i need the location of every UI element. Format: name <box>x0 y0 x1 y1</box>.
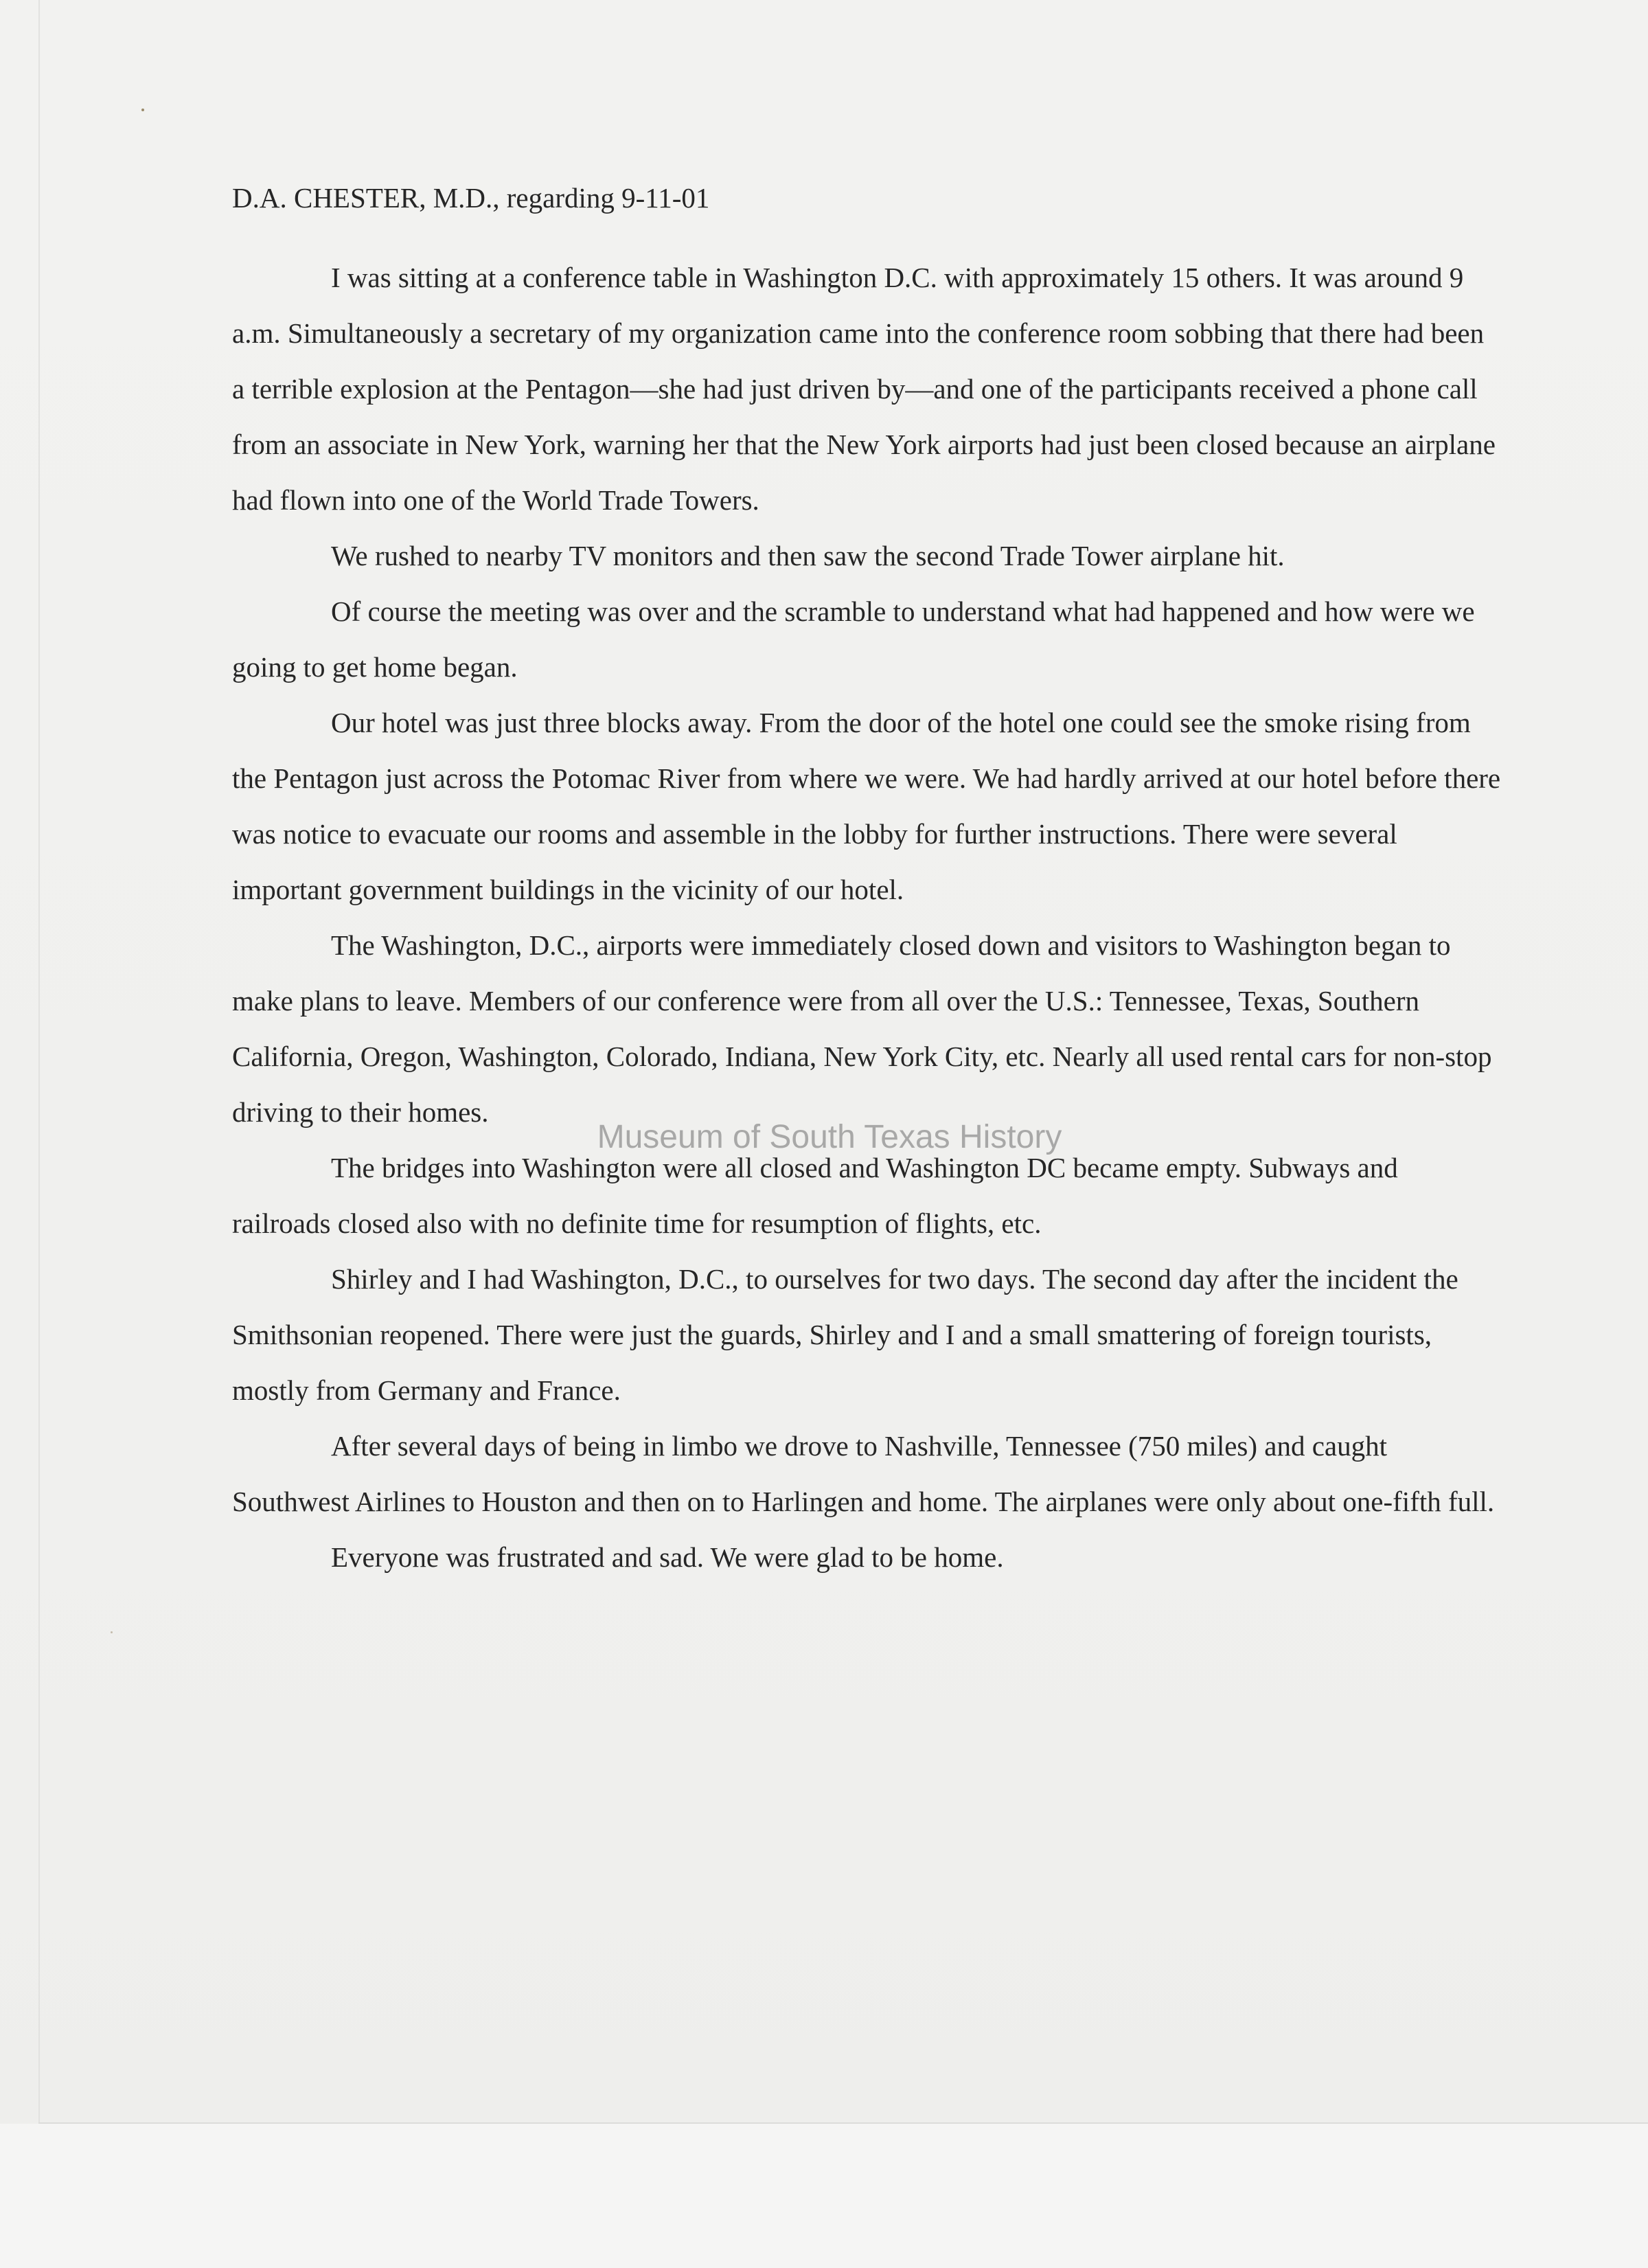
paragraph: Our hotel was just three blocks away. From the door of the hotel one could see the smoke rising from the Pentagon just across the Potomac River from where we were. We had hardly arrived at our hotel before there was notice to evacuate our rooms and assemble in the lobby for further instructions. There were several important government buildings in the vicinity of our hotel. <box>232 707 1501 905</box>
scan-left-edge <box>38 0 40 2122</box>
museum-watermark: Museum of South Texas History <box>597 1119 1062 1155</box>
paper-speck <box>111 1631 113 1633</box>
paper-speck <box>141 109 144 111</box>
paragraph: Shirley and I had Washington, D.C., to ourselves for two days. The second day after the incident the Smithsonian reopened. There were just the guards, Shirley and I and a small smattering of foreign tourists, mostly from Germany and France. <box>232 1263 1458 1406</box>
paragraph: We rushed to nearby TV monitors and then saw the second Trade Tower airplane hit. <box>331 540 1285 571</box>
paragraph: I was sitting at a conference table in Washington D.C. with approximately 15 others. It was around 9 a.m. Simultaneously a secretary of my organization came into the conference room sobbing that there had been a terrible explosion at the Pentagon—she had just driven by—and one of the participants received a phone call from an associate in New York, warning her that the New York airports had just been closed because an airplane had flown into one of the World Trade Towers. <box>232 262 1496 516</box>
document-body <box>232 177 1502 1585</box>
document-heading: D.A. CHESTER, M.D., regarding 9-11-01 <box>232 182 710 214</box>
paragraph: The bridges into Washington were all closed and Washington DC became empty. Subways and railroads closed also with no definite time for resumption of flights, etc. <box>232 1152 1398 1239</box>
paragraph: The Washington, D.C., airports were immediately closed down and visitors to Washington began to make plans to leave. Members of our conference were from all over the U.S.: Tennessee, Texas, Southern California, Oregon, Washington, Colorado, Indiana, New York City, etc. Nearly all used rental cars for non-stop driving to their homes. <box>232 929 1492 1128</box>
paragraph: Everyone was frustrated and sad. We were glad to be home. <box>331 1541 1004 1573</box>
scan-bed-area <box>0 2124 1648 2268</box>
paragraph: After several days of being in limbo we drove to Nashville, Tennessee (750 miles) and caught Southwest Airlines to Houston and then on to Harlingen and home. The airplanes were only about one-fifth full. <box>232 1430 1495 1517</box>
paragraph: Of course the meeting was over and the scramble to understand what had happened and how were we going to get home began. <box>232 596 1475 683</box>
